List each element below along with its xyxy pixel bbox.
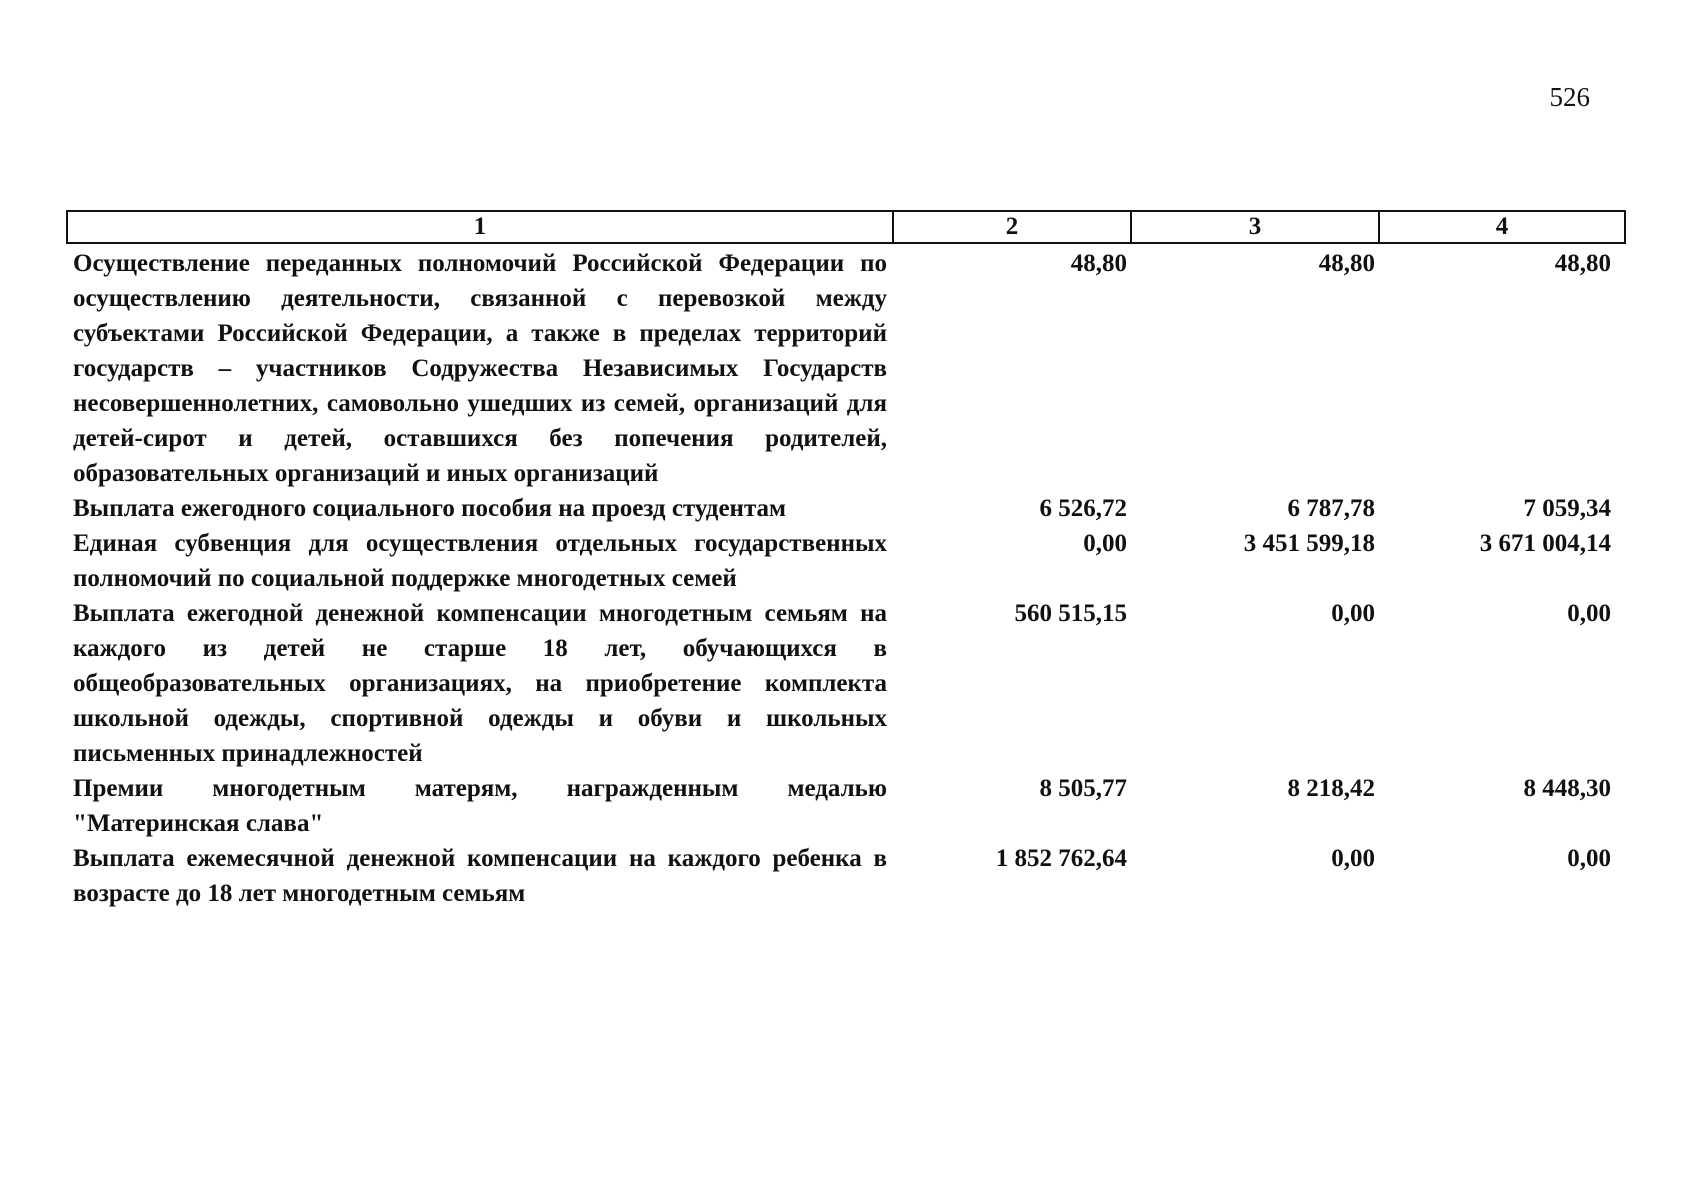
row-value-col4: 3 671 004,14 — [1479, 530, 1611, 557]
table-row — [67, 526, 1625, 596]
row-value-col2: 48,80 — [1070, 250, 1127, 277]
row-description: Выплата ежегодной денежной компенсации многодетным семьям на каждого из детей не старше 18 лет, обучающихся в общеобразовательных организациях, на приобретение комплекта школьной одежды, спортивной одежды и обуви и школьных письменных принадлежностей — [73, 600, 887, 767]
row-value-col3: 6 787,78 — [1287, 495, 1375, 522]
table-row — [67, 841, 1625, 911]
row-value-col4: 8 448,30 — [1523, 775, 1611, 802]
budget-table — [66, 210, 1626, 911]
table-row — [67, 243, 1625, 491]
row-value-col3: 48,80 — [1318, 250, 1375, 277]
page-number: 526 — [1549, 82, 1590, 112]
row-value-col2: 1 852 762,64 — [995, 845, 1127, 872]
table-row — [67, 596, 1625, 771]
row-value-col2: 560 515,15 — [1014, 600, 1127, 627]
row-value-col3: 0,00 — [1331, 600, 1375, 627]
row-description: Выплата ежегодного социального пособия на проезд студентам — [73, 495, 787, 522]
row-value-col2: 6 526,72 — [1039, 495, 1127, 522]
table-row — [67, 771, 1625, 841]
column-header-3: 3 — [1131, 211, 1379, 243]
row-value-col4: 0,00 — [1567, 600, 1611, 627]
row-value-col3: 8 218,42 — [1287, 775, 1375, 802]
row-value-col4: 0,00 — [1567, 845, 1611, 872]
row-value-col2: 8 505,77 — [1039, 775, 1127, 802]
header-row — [67, 211, 1625, 243]
column-header-2: 2 — [893, 211, 1131, 243]
row-description: Осуществление переданных полномочий Российской Федерации по осуществлению деятельности, связанной с перевозкой между субъектами Российской Федерации, а также в пределах территорий государств – участников Содружества Независимых Государств несовершеннолетних, самовольно ушедших из семей, организаций для детей-сирот и детей, оставшихся без попечения родителей, образовательных организаций и иных организаций — [73, 250, 887, 487]
table-row — [67, 491, 1625, 526]
row-value-col4: 48,80 — [1554, 250, 1611, 277]
row-description: Выплата ежемесячной денежной компенсации на каждого ребенка в возрасте до 18 лет многодетным семьям — [73, 845, 887, 907]
row-description: Премии многодетным матерям, награжденным медалью "Материнская слава" — [73, 775, 887, 837]
column-header-1: 1 — [67, 211, 893, 243]
row-value-col3: 0,00 — [1331, 845, 1375, 872]
row-value-col4: 7 059,34 — [1523, 495, 1611, 522]
row-value-col3: 3 451 599,18 — [1243, 530, 1375, 557]
table-header — [67, 211, 1625, 243]
row-value-col2: 0,00 — [1083, 530, 1127, 557]
table-body — [67, 243, 1625, 911]
column-header-4: 4 — [1379, 211, 1625, 243]
row-description: Единая субвенция для осуществления отдельных государственных полномочий по социальной поддержке многодетных семей — [73, 530, 887, 592]
